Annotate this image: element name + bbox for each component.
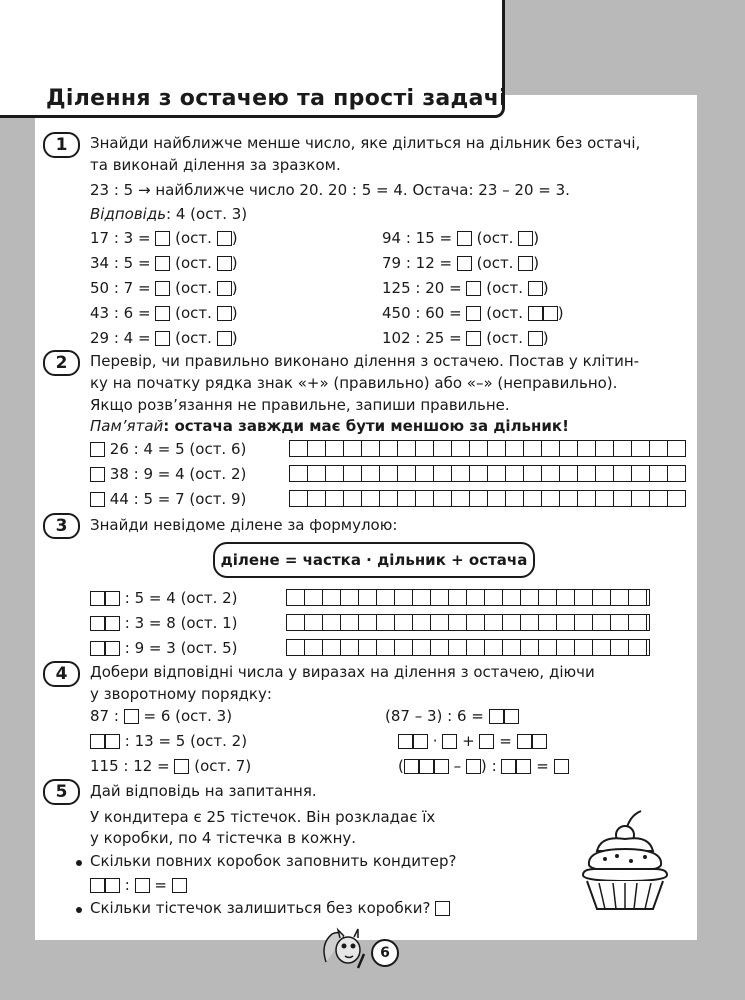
- task1-right-row-3: 125 : 20 = (ост. ): [382, 279, 549, 297]
- digit-box[interactable]: [442, 734, 457, 749]
- task1-right-row-2: 79 : 12 = (ост. ): [382, 254, 540, 272]
- remainder-box[interactable]: [518, 231, 533, 246]
- bullet-icon: [76, 907, 82, 913]
- task4-right-row-3: ( – ) : =: [398, 757, 569, 775]
- task3-row-1: : 5 = 4 (ост. 2): [90, 589, 238, 607]
- digit-box[interactable]: [434, 759, 449, 774]
- task4-left-row-3: 115 : 12 = (ост. 7): [90, 757, 252, 775]
- task4-right-row-1: (87 – 3) : 6 =: [385, 707, 519, 725]
- answer-box[interactable]: [457, 231, 472, 246]
- digit-box[interactable]: [479, 734, 494, 749]
- writing-grid[interactable]: [289, 440, 686, 457]
- task1-right-row-1: 94 : 15 = (ост. ): [382, 229, 540, 247]
- writing-grid[interactable]: [286, 614, 650, 631]
- task-number-3: 3: [43, 513, 80, 539]
- digit-box[interactable]: [105, 616, 120, 631]
- task1-instruction-line2: та виконай ділення за зразком.: [90, 156, 341, 174]
- digit-box[interactable]: [90, 641, 105, 656]
- page-number: 6: [371, 939, 399, 967]
- digit-box[interactable]: [413, 734, 428, 749]
- task4-left-row-1: 87 : = 6 (ост. 3): [90, 707, 233, 725]
- task5-question-1: Скільки повних коробок заповнить кондитер?: [90, 852, 457, 870]
- remainder-box[interactable]: [528, 281, 543, 296]
- task5-story-line1: У кондитера є 25 тістечок. Він розкладає їх: [90, 808, 436, 826]
- digit-box[interactable]: [489, 709, 504, 724]
- sign-box[interactable]: [90, 492, 105, 507]
- remainder-box[interactable]: [518, 256, 533, 271]
- formula-box: ділене = частка · дільник + остача: [213, 542, 535, 578]
- writing-grid[interactable]: [289, 465, 686, 482]
- task5-instruction: Дай відповідь на запитання.: [90, 782, 317, 800]
- digit-box[interactable]: [172, 878, 187, 893]
- digit-box[interactable]: [105, 734, 120, 749]
- task1-left-row-1: 17 : 3 = (ост. ): [90, 229, 238, 247]
- task5-question-2: Скільки тістечок залишиться без коробки?: [90, 899, 450, 917]
- digit-box[interactable]: [90, 734, 105, 749]
- answer-box[interactable]: [155, 256, 170, 271]
- digit-box[interactable]: [105, 641, 120, 656]
- digit-box[interactable]: [398, 734, 413, 749]
- task4-instruction-line2: у зворотному порядку:: [90, 685, 272, 703]
- remainder-box[interactable]: [543, 306, 558, 321]
- task5-answer-1: : =: [90, 876, 187, 894]
- remainder-box[interactable]: [217, 306, 232, 321]
- task1-left-row-3: 50 : 7 = (ост. ): [90, 279, 238, 297]
- remember-text: : остача завжди має бути меншою за дільник!: [163, 417, 569, 435]
- background-right-strip: [697, 95, 745, 1000]
- digit-box[interactable]: [501, 759, 516, 774]
- digit-box[interactable]: [90, 616, 105, 631]
- answer-box[interactable]: [124, 709, 139, 724]
- sign-box[interactable]: [90, 442, 105, 457]
- digit-box[interactable]: [532, 734, 547, 749]
- task4-left-row-2: : 13 = 5 (ост. 2): [90, 732, 247, 750]
- task2-row-2: 38 : 9 = 4 (ост. 2): [90, 465, 246, 483]
- answer-box[interactable]: [457, 256, 472, 271]
- answer-value: : 4 (ост. 3): [166, 205, 248, 223]
- answer-box[interactable]: [155, 281, 170, 296]
- answer-box[interactable]: [466, 331, 481, 346]
- task2-instruction-line1: Перевір, чи правильно виконано ділення з остачею. Постав у клітин-: [90, 352, 640, 370]
- answer-box[interactable]: [466, 306, 481, 321]
- digit-box[interactable]: [504, 709, 519, 724]
- task2-row-3: 44 : 5 = 7 (ост. 9): [90, 490, 246, 508]
- background-left-strip: [0, 115, 35, 1000]
- digit-box[interactable]: [105, 878, 120, 893]
- answer-box[interactable]: [174, 759, 189, 774]
- task1-right-row-4: 450 : 60 = (ост. ): [382, 304, 564, 322]
- task1-right-row-5: 102 : 25 = (ост. ): [382, 329, 549, 347]
- digit-box[interactable]: [517, 734, 532, 749]
- task4-instruction-line1: Добери відповідні числа у виразах на ділення з остачею, діючи: [90, 663, 595, 681]
- remainder-box[interactable]: [217, 256, 232, 271]
- page-title: Ділення з остачею та прості задачі: [46, 86, 508, 111]
- task-number-2: 2: [43, 350, 80, 376]
- task1-left-row-5: 29 : 4 = (ост. ): [90, 329, 238, 347]
- digit-box[interactable]: [419, 759, 434, 774]
- task-number-1: 1: [43, 132, 80, 158]
- answer-box[interactable]: [435, 901, 450, 916]
- remainder-box[interactable]: [217, 281, 232, 296]
- writing-grid[interactable]: [289, 490, 686, 507]
- task2-row-1: 26 : 4 = 5 (ост. 6): [90, 440, 246, 458]
- digit-box[interactable]: [90, 591, 105, 606]
- bullet-icon: [76, 860, 82, 866]
- task3-row-2: : 3 = 8 (ост. 1): [90, 614, 238, 632]
- remainder-box[interactable]: [217, 331, 232, 346]
- task1-left-row-2: 34 : 5 = (ост. ): [90, 254, 238, 272]
- task3-instruction: Знайди невідоме ділене за формулою:: [90, 516, 398, 534]
- answer-box[interactable]: [466, 281, 481, 296]
- task4-right-row-2: · + =: [398, 732, 547, 750]
- digit-box[interactable]: [516, 759, 531, 774]
- writing-grid[interactable]: [286, 639, 650, 656]
- task3-row-3: : 9 = 3 (ост. 5): [90, 639, 238, 657]
- task1-left-row-4: 43 : 6 = (ост. ): [90, 304, 238, 322]
- task1-example: 23 : 5 → найближче число 20. 20 : 5 = 4. Остача: 23 – 20 = 3.: [90, 181, 570, 199]
- remainder-box[interactable]: [528, 306, 543, 321]
- background-top-right: [497, 0, 745, 95]
- remember-label: Пам’ятай: [90, 417, 164, 435]
- task-number-4: 4: [43, 661, 80, 687]
- digit-box[interactable]: [90, 878, 105, 893]
- digit-box[interactable]: [466, 759, 481, 774]
- task1-instruction-line1: Знайди найближче менше число, яке ділиться на дільник без остачі,: [90, 134, 641, 152]
- cupcake-illustration: [575, 805, 675, 915]
- task1-answer: [90, 205, 247, 223]
- task5-story-line2: у коробки, по 4 тістечка в кожну.: [90, 829, 357, 847]
- remainder-box[interactable]: [528, 331, 543, 346]
- task-number-5: 5: [43, 779, 80, 805]
- writing-grid[interactable]: [286, 589, 650, 606]
- digit-box[interactable]: [554, 759, 569, 774]
- answer-box[interactable]: [155, 306, 170, 321]
- digit-box[interactable]: [135, 878, 150, 893]
- answer-box[interactable]: [155, 231, 170, 246]
- answer-box[interactable]: [155, 331, 170, 346]
- task2-instruction-line3: Якщо розв’язання не правильне, запиши правильне.: [90, 396, 510, 414]
- remainder-box[interactable]: [217, 231, 232, 246]
- digit-box[interactable]: [404, 759, 419, 774]
- answer-label: Відповідь: [90, 205, 167, 223]
- squirrel-mascot-icon: [318, 924, 366, 972]
- task2-remember: [90, 417, 569, 435]
- sign-box[interactable]: [90, 467, 105, 482]
- task2-instruction-line2: ку на початку рядка знак «+» (правильно) або «–» (неправильно).: [90, 374, 618, 392]
- digit-box[interactable]: [105, 591, 120, 606]
